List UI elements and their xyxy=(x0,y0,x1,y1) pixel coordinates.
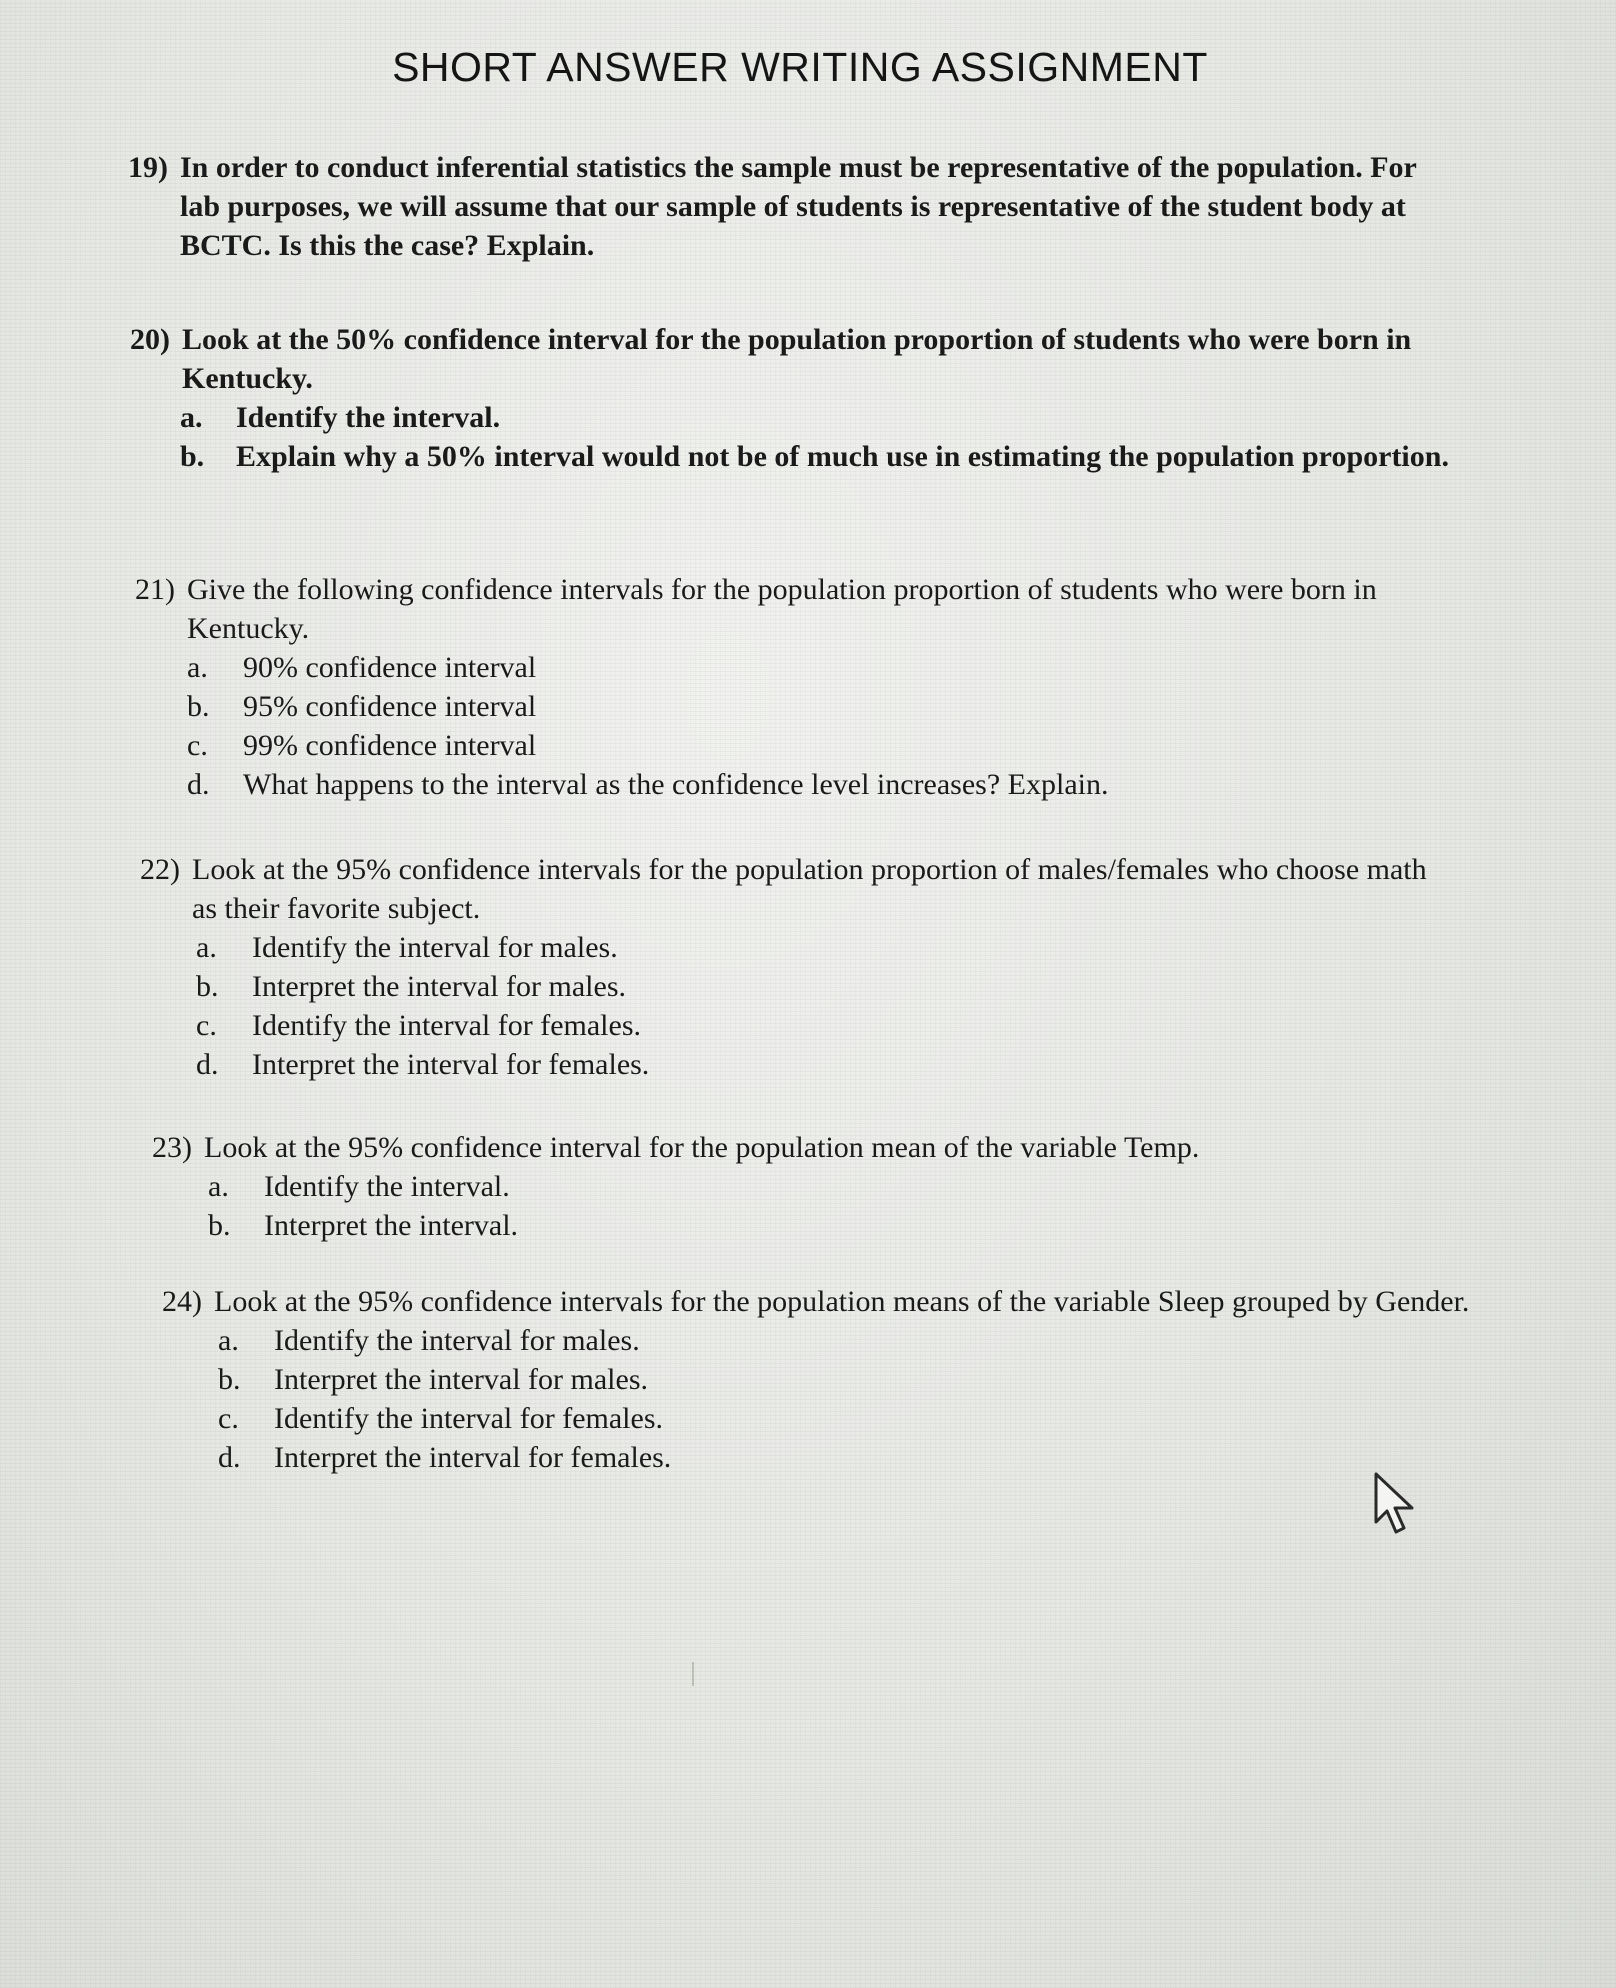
question-text: Look at the 95% confidence intervals for the population proportion of males/females who choose math as their favorite subject. xyxy=(192,853,1427,925)
sub-question xyxy=(187,648,1455,687)
sub-question-letter: d. xyxy=(187,768,210,801)
question-stem xyxy=(152,1128,1452,1167)
sub-question xyxy=(196,1045,1450,1084)
question-text: Give the following confidence intervals for the population proportion of students who were born in Kentucky. xyxy=(187,573,1377,645)
sub-question xyxy=(196,1006,1450,1045)
sub-question-letter: a. xyxy=(196,931,217,964)
question-number: 24) xyxy=(162,1285,202,1318)
sub-question xyxy=(208,1206,1452,1245)
question-21 xyxy=(135,570,1455,804)
sub-question-text: Identify the interval for females. xyxy=(252,1009,642,1042)
sub-question-list xyxy=(218,1321,1472,1477)
question-23 xyxy=(152,1128,1452,1245)
sub-question xyxy=(196,928,1450,967)
mouse-pointer-icon xyxy=(1372,1470,1418,1540)
sub-question-letter: b. xyxy=(180,440,205,473)
sub-question xyxy=(218,1438,1472,1477)
sub-question-text: 95% confidence interval xyxy=(243,690,537,723)
sub-question-text: Interpret the interval. xyxy=(264,1209,519,1242)
question-number: 22) xyxy=(140,853,180,886)
question-stem xyxy=(128,148,1458,265)
sub-question-text: Identify the interval. xyxy=(264,1170,510,1203)
question-text: In order to conduct inferential statistics the sample must be representative of the population. For lab purposes, we will assume that our sample of students is representative of the student body at BCTC. Is this the case? Explain. xyxy=(180,151,1417,262)
sub-question-list xyxy=(208,1167,1452,1245)
sub-question-letter: b. xyxy=(208,1209,231,1242)
sub-question-letter: a. xyxy=(208,1170,229,1203)
sub-question-letter: a. xyxy=(180,401,203,434)
sub-question xyxy=(218,1360,1472,1399)
sub-question-list xyxy=(180,398,1470,476)
sub-question xyxy=(180,437,1470,476)
sub-question-text: Identify the interval for males. xyxy=(274,1324,640,1357)
sub-question-text: 99% confidence interval xyxy=(243,729,537,762)
question-20 xyxy=(130,320,1470,476)
sub-question-text: Identify the interval for females. xyxy=(274,1402,664,1435)
sub-question-text: Identify the interval for males. xyxy=(252,931,618,964)
scan-mark xyxy=(692,1662,694,1686)
question-24 xyxy=(162,1282,1472,1477)
sub-question-text: Interpret the interval for females. xyxy=(274,1441,672,1474)
sub-question-list xyxy=(187,648,1455,804)
sub-question-letter: c. xyxy=(218,1402,239,1435)
sub-question-text: Interpret the interval for males. xyxy=(252,970,627,1003)
question-text: Look at the 50% confidence interval for the population proportion of students who were born in Kentucky. xyxy=(182,323,1412,395)
page-title: SHORT ANSWER WRITING ASSIGNMENT xyxy=(392,44,1208,90)
question-stem xyxy=(140,850,1450,928)
sub-question-letter: c. xyxy=(187,729,208,762)
question-stem xyxy=(130,320,1470,398)
sub-question-list xyxy=(196,928,1450,1084)
sub-question xyxy=(218,1321,1472,1360)
sub-question-letter: d. xyxy=(196,1048,219,1081)
question-19 xyxy=(128,148,1458,265)
question-number: 21) xyxy=(135,573,175,606)
question-22 xyxy=(140,850,1450,1084)
sub-question xyxy=(180,398,1470,437)
sub-question-text: Explain why a 50% interval would not be of much use in estimating the population proportion. xyxy=(236,440,1449,473)
sub-question xyxy=(208,1167,1452,1206)
question-text: Look at the 95% confidence intervals for the population means of the variable Sleep grouped by Gender. xyxy=(214,1285,1470,1318)
sub-question xyxy=(187,726,1455,765)
sub-question xyxy=(196,967,1450,1006)
sub-question-letter: a. xyxy=(218,1324,239,1357)
sub-question-text: Identify the interval. xyxy=(236,401,501,434)
sub-question-letter: b. xyxy=(187,690,210,723)
sub-question-text: Interpret the interval for females. xyxy=(252,1048,650,1081)
question-number: 23) xyxy=(152,1131,192,1164)
sub-question-text: What happens to the interval as the confidence level increases? Explain. xyxy=(243,768,1109,801)
question-text: Look at the 95% confidence interval for the population mean of the variable Temp. xyxy=(204,1131,1200,1164)
sub-question-letter: b. xyxy=(218,1363,241,1396)
sub-question-letter: b. xyxy=(196,970,219,1003)
sub-question-letter: c. xyxy=(196,1009,217,1042)
question-number: 20) xyxy=(130,323,170,356)
question-stem xyxy=(135,570,1455,648)
sub-question-letter: d. xyxy=(218,1441,241,1474)
sub-question-text: 90% confidence interval xyxy=(243,651,537,684)
sub-question-letter: a. xyxy=(187,651,208,684)
sub-question-text: Interpret the interval for males. xyxy=(274,1363,649,1396)
sub-question xyxy=(218,1399,1472,1438)
sub-question xyxy=(187,687,1455,726)
sub-question xyxy=(187,765,1455,804)
question-number: 19) xyxy=(128,151,168,184)
question-stem xyxy=(162,1282,1472,1321)
